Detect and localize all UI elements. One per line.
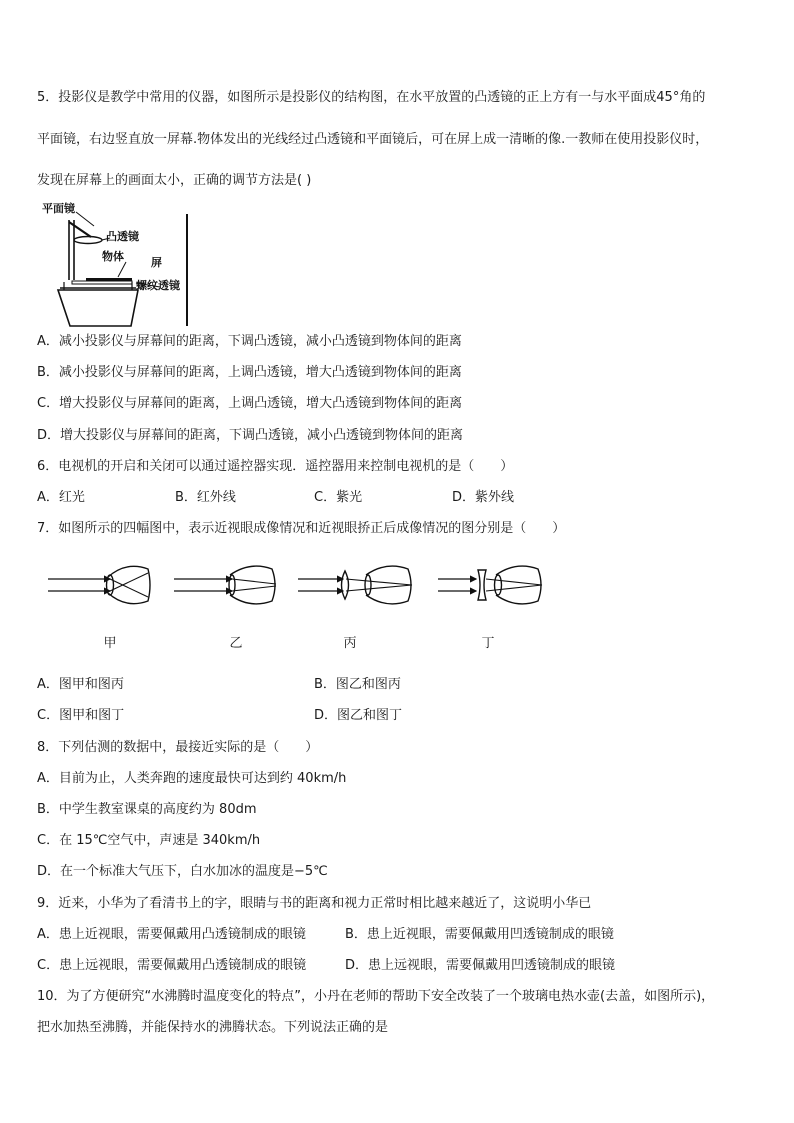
q5-option-a: A．减小投影仪与屏幕间的距离，下调凸透镜，减小凸透镜到物体间的距离 [37,334,462,349]
q5-option-c: C．增大投影仪与屏幕间的距离，上调凸透镜，增大凸透镜到物体间的距离 [37,396,463,411]
label-object: 物体 [102,250,124,263]
caption-ding: 丁 [481,636,495,651]
q5-option-d: D．增大投影仪与屏幕间的距离，下调凸透镜，减小凸透镜到物体间的距离 [37,428,464,443]
q9-option-c: C．患上远视眼，需要佩戴用凸透镜制成的眼镜 [37,958,307,973]
q7-stem: 7．如图所示的四幅图中，表示近视眼成像情况和近视眼挢正后成像情况的图分别是（ ） [37,521,566,536]
q7-option-d: D．图乙和图丁 [314,708,403,723]
caption-yi: 乙 [229,636,243,651]
caption-jia: 甲 [103,636,117,651]
eye-ding [438,566,542,604]
q9-option-b: B．患上近视眼，需要佩戴用凹透镜制成的眼镜 [345,927,614,942]
label-convex-lens: 凸透镜 [106,230,139,243]
q5-option-b: B．减小投影仪与屏幕间的距离，上调凸透镜，增大凸透镜到物体间的距离 [37,365,462,380]
eye-yi [174,566,276,604]
q7-option-a: A．图甲和图丙 [37,677,124,692]
q6-stem: 6．电视机的开启和关闭可以通过遥控器实现．遥控器用来控制电视机的是（ ） [37,459,514,474]
q7-option-c: C．图甲和图丁 [37,708,125,723]
q8-option-a: A．目前为止，人类奔跑的速度最快可达到约 40km/h [37,771,347,786]
q9-option-d: D．患上远视眼，需要佩戴用凹透镜制成的眼镜 [345,958,616,973]
q5-stem-line3: 发现在屏幕上的画面太小，正确的调节方法是( ) [37,173,312,188]
caption-bing: 丙 [343,636,357,651]
q7-option-b: B．图乙和图丙 [314,677,401,692]
q5-stem-line2: 平面镜，右边竖直放一屏幕.物体发出的光线经过凸透镜和平面镜后，可在屏上成一清晰的像.一教师在使用投影仪时， [37,132,709,147]
q10-stem-line2: 把水加热至沸腾，并能保持水的沸腾状态。下列说法正确的是 [37,1020,389,1035]
label-fresnel-lens: 螺纹透镜 [136,279,180,292]
label-screen: 屏 [151,256,162,269]
eye-jia [48,566,150,603]
eye-diagrams [40,555,560,625]
q6-option-c: C．紫光 [314,490,363,505]
projector-diagram [38,200,198,328]
eye-bing [298,566,412,604]
q6-option-d: D．紫外线 [452,490,515,505]
q8-stem: 8．下列估测的数据中，最接近实际的是（ ） [37,740,319,755]
q9-option-a: A．患上近视眼，需要佩戴用凸透镜制成的眼镜 [37,927,306,942]
q10-stem-line1: 10．为了方便研究“水沸腾时温度变化的特点”，小丹在老师的帮助下安全改装了一个玻璃电热水壶(去盖，如图所示)， [37,989,715,1004]
q9-stem: 9．近来，小华为了看清书上的字，眼睛与书的距离和视力正常时相比越来越近了，这说明小华已 [37,896,592,911]
label-plane-mirror: 平面镜 [42,202,75,215]
q6-option-b: B．红外线 [175,490,236,505]
q5-stem-line1: 5．投影仪是教学中常用的仪器，如图所示是投影仪的结构图，在水平放置的凸透镜的正上方有一与水平面成45°角的 [37,90,706,105]
q8-option-b: B．中学生教室课桌的高度约为 80dm [37,802,257,817]
q6-option-a: A．红光 [37,490,85,505]
q8-option-d: D．在一个标准大气压下，白水加冰的温度是−5℃ [37,864,328,879]
q8-option-c: C．在 15℃空气中，声速是 340km/h [37,833,261,848]
